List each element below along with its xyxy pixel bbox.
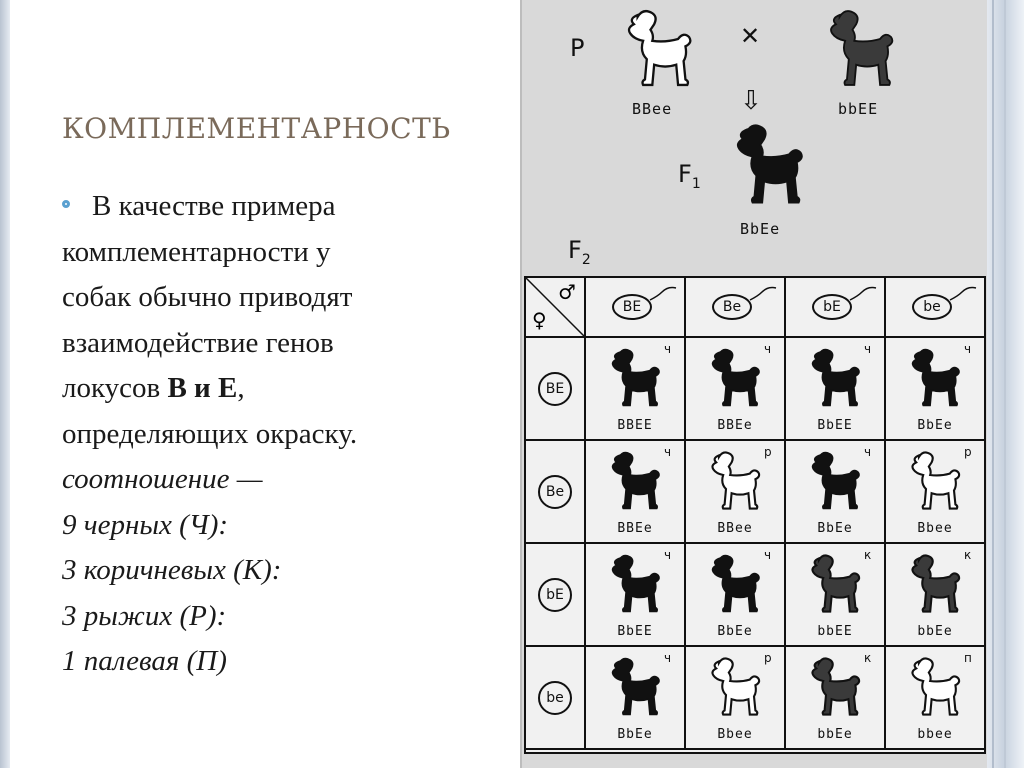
phenotype-label: ч: [664, 548, 672, 562]
poodle-icon: [598, 550, 668, 620]
punnett-cell: [786, 338, 886, 441]
comma: ,: [237, 372, 245, 404]
gamete-col-header: [686, 278, 786, 338]
f1-poodle-icon: [718, 118, 814, 214]
slide-title: КОМПЛЕМЕНТАРНОСТЬ: [62, 112, 451, 145]
cell-genotype: bbEe: [917, 624, 953, 639]
f2-label: [568, 236, 591, 268]
poodle-icon: [598, 344, 668, 414]
cell-genotype: BbEe: [717, 624, 753, 639]
ratio-line: 3 коричневых (К):: [62, 554, 282, 586]
sperm-tail-icon: [848, 286, 888, 306]
f2-sub: 2: [581, 251, 591, 268]
cell-genotype: BbEE: [617, 624, 653, 639]
punnett-cell: [886, 544, 986, 647]
parent-left-genotype: BBee: [632, 100, 673, 118]
poodle-icon: [898, 344, 968, 414]
phenotype-label: ч: [664, 342, 672, 356]
poodle-icon: [798, 344, 868, 414]
loci-bold: В и Е: [167, 372, 238, 404]
punnett-cell: [786, 441, 886, 544]
slide-frame-right: [984, 0, 1024, 768]
parent-right-genotype: bbEE: [838, 100, 879, 118]
phenotype-label: ч: [764, 548, 772, 562]
gamete-label: be: [538, 681, 572, 715]
punnett-cell: [686, 338, 786, 441]
phenotype-label: ч: [864, 445, 872, 459]
gamete-row-header: [526, 441, 586, 544]
cell-genotype: Bbee: [917, 521, 953, 536]
ratio-line: соотношение —: [62, 463, 263, 495]
punnett-cell: [886, 441, 986, 544]
text-line: взаимодействие генов: [62, 326, 334, 359]
punnett-cell: [586, 338, 686, 441]
cell-genotype: bbEe: [817, 727, 853, 742]
gamete-col-header: [586, 278, 686, 338]
ratio-line: 1 палевая (П): [62, 645, 227, 677]
cell-genotype: BBee: [717, 521, 753, 536]
male-icon: ♂: [558, 280, 576, 304]
p-label: P: [570, 34, 585, 62]
punnett-cell: [586, 544, 686, 647]
poodle-icon: [698, 447, 768, 517]
punnett-cell: [586, 647, 686, 750]
phenotype-label: ч: [764, 342, 772, 356]
poodle-icon: [698, 653, 768, 723]
phenotype-label: р: [964, 445, 972, 459]
poodle-icon: [898, 447, 968, 517]
gamete-label: bE: [812, 294, 852, 320]
punnett-cell: [686, 441, 786, 544]
poodle-icon: [598, 653, 668, 723]
punnett-cell: [586, 441, 686, 544]
cell-genotype: BBEe: [617, 521, 653, 536]
cell-genotype: bbEE: [817, 624, 853, 639]
cell-genotype: BbEe: [617, 727, 653, 742]
phenotype-label: ч: [664, 651, 672, 665]
phenotype-label: п: [964, 651, 972, 665]
gamete-label: be: [912, 294, 952, 320]
phenotype-label: к: [864, 548, 872, 562]
phenotype-label: р: [764, 445, 772, 459]
phenotype-label: ч: [664, 445, 672, 459]
punnett-cell: [786, 544, 886, 647]
sperm-tail-icon: [748, 286, 788, 306]
poodle-icon: [798, 653, 868, 723]
ratio-line: 3 рыжих (Р):: [62, 599, 227, 632]
gamete-label: BE: [538, 372, 572, 406]
sperm-tail-icon: [648, 286, 688, 306]
punnett-cell: [686, 647, 786, 750]
punnett-cell: [886, 338, 986, 441]
parent-right-poodle-icon: [812, 4, 904, 96]
f1-genotype: BbEe: [740, 220, 781, 238]
poodle-icon: [798, 550, 868, 620]
phenotype-label: к: [864, 651, 872, 665]
parent-left-poodle-icon: [610, 4, 702, 96]
gamete-row-header: [526, 647, 586, 750]
gamete-row-header: [526, 544, 586, 647]
f1-sub: 1: [691, 175, 701, 192]
f2-letter: F: [568, 236, 582, 264]
gamete-label: Be: [538, 475, 572, 509]
gamete-row-header: [526, 338, 586, 441]
slide-body: [62, 184, 512, 685]
cell-genotype: Bbee: [717, 727, 753, 742]
text-fragment: локусов: [62, 372, 168, 404]
poodle-icon: [698, 550, 768, 620]
punnett-cell: [886, 647, 986, 750]
punnett-grid: [524, 276, 986, 754]
poodle-icon: [698, 344, 768, 414]
poodle-icon: [898, 653, 968, 723]
bullet-icon: [62, 200, 70, 208]
f1-label: [678, 160, 701, 192]
gamete-col-header: [786, 278, 886, 338]
cell-genotype: bbee: [917, 727, 953, 742]
text-line: комплементарности у: [62, 235, 331, 268]
gamete-label: Be: [712, 294, 752, 320]
text-line: собак обычно приводят: [62, 281, 353, 313]
female-icon: ♀: [532, 308, 547, 332]
gamete-col-header: [886, 278, 986, 338]
punnett-figure: [520, 0, 987, 768]
cell-genotype: BbEe: [917, 418, 953, 433]
phenotype-label: ч: [864, 342, 872, 356]
poodle-icon: [798, 447, 868, 517]
punnett-cell: [686, 544, 786, 647]
sperm-tail-icon: [948, 286, 988, 306]
cell-genotype: BbEE: [817, 418, 853, 433]
text-line: В качестве примера: [92, 190, 336, 222]
slide-frame-left: [0, 0, 10, 768]
punnett-cell: [786, 647, 886, 750]
poodle-icon: [598, 447, 668, 517]
grid-corner: [526, 278, 586, 338]
cell-genotype: BbEe: [817, 521, 853, 536]
text-line: определяющих окраску.: [62, 417, 358, 450]
gamete-label: BE: [612, 294, 652, 320]
phenotype-label: к: [964, 548, 972, 562]
arrow-down-icon: ⇩: [740, 86, 762, 116]
gamete-label: bE: [538, 578, 572, 612]
cell-genotype: BBEE: [617, 418, 653, 433]
phenotype-label: р: [764, 651, 772, 665]
poodle-icon: [898, 550, 968, 620]
phenotype-label: ч: [964, 342, 972, 356]
cross-icon: ✕: [740, 22, 761, 50]
ratio-line: 9 черных (Ч):: [62, 508, 229, 541]
f1-letter: F: [678, 160, 692, 188]
cell-genotype: BBEe: [717, 418, 753, 433]
text-line: [62, 366, 512, 412]
